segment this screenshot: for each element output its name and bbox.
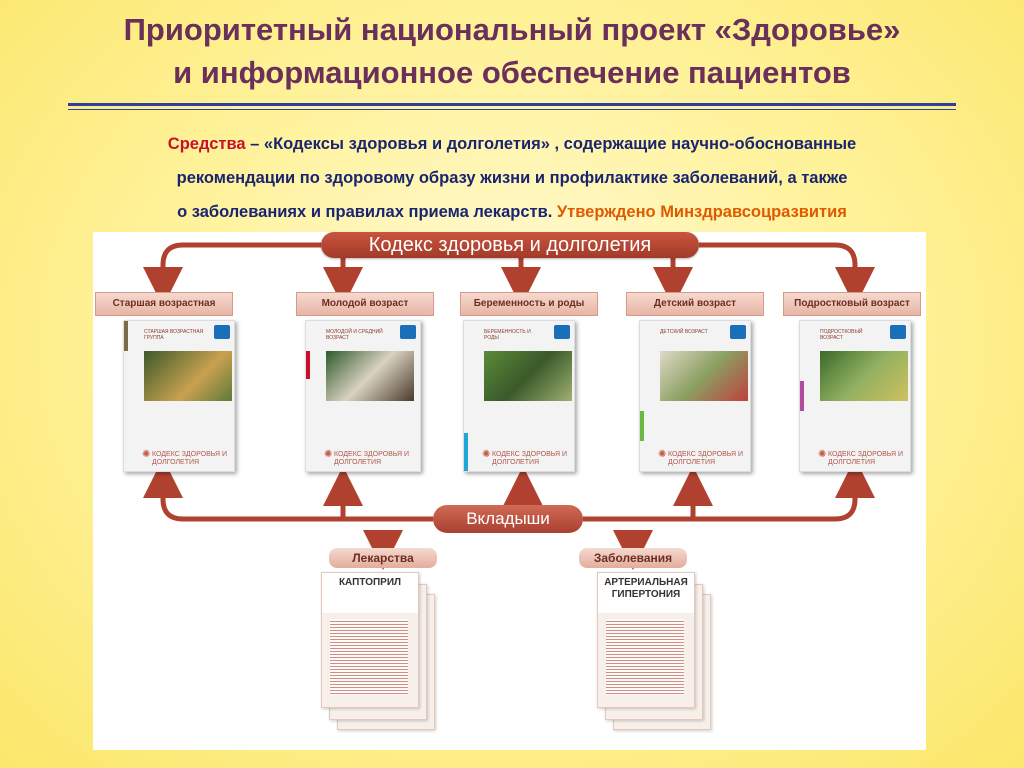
inserts-pill: Вкладыши <box>433 505 583 533</box>
book-logo-text: КОДЕКС ЗДОРОВЬЯ И ДОЛГОЛЕТИЯ <box>334 451 410 466</box>
cover-photo <box>144 351 232 401</box>
tag-medicines: Лекарства <box>329 548 437 568</box>
book-logo-text: КОДЕКС ЗДОРОВЬЯ И ДОЛГОЛЕТИЯ <box>492 451 568 466</box>
cover-accent-bar <box>306 351 310 379</box>
book-cover-pregnancy <box>463 320 575 472</box>
cover-photo <box>326 351 414 401</box>
cover-photo <box>820 351 908 401</box>
slide-title <box>0 8 1024 94</box>
intro-line-2: рекомендации по здоровому образу жизни и профилактике заболеваний, а также <box>176 169 848 187</box>
emblem-icon <box>214 325 230 339</box>
leaflet-text-lines <box>330 619 408 695</box>
cover-label: СТАРШАЯ ВОЗРАСТНАЯ ГРУППА <box>144 329 204 341</box>
emblem-icon <box>400 325 416 339</box>
codex-title-pill: Кодекс здоровья и долголетия <box>321 232 699 258</box>
emblem-icon <box>890 325 906 339</box>
cover-label: БЕРЕМЕННОСТЬ И РОДЫ <box>484 329 531 341</box>
intro-label: Средства <box>167 135 246 153</box>
intro-text-3: о заболеваниях и правилах приема лекарств. <box>177 203 557 221</box>
sun-logo-icon: ✺ <box>482 449 491 460</box>
diagram-panel <box>93 232 926 750</box>
title-line-2: и информационное обеспечение пациентов <box>173 55 851 90</box>
sun-logo-icon: ✺ <box>324 449 333 460</box>
category-young: Молодой возраст <box>296 292 434 316</box>
cover-label: ДЕТСКИЙ ВОЗРАСТ <box>660 329 708 335</box>
sun-logo-icon: ✺ <box>658 449 667 460</box>
leaflet-medicines <box>321 572 419 708</box>
leaflet-text-lines <box>606 619 684 695</box>
category-teen: Подростковый возраст <box>783 292 921 316</box>
cover-accent-bar <box>640 411 644 441</box>
cover-accent-bar <box>800 381 804 411</box>
title-line-1: Приоритетный национальный проект «Здоровье» <box>123 12 901 47</box>
emblem-icon <box>554 325 570 339</box>
emblem-icon <box>730 325 746 339</box>
cover-accent-bar <box>464 433 468 471</box>
category-pregnancy: Беременность и роды <box>460 292 598 316</box>
book-cover-elderly <box>123 320 235 472</box>
category-elderly: Старшая возрастная <box>95 292 233 316</box>
leaflet-diseases <box>597 572 695 708</box>
intro-text-1: – «Кодексы здоровья и долголетия» , содержащие научно-обоснованные <box>245 135 857 153</box>
intro-line-3 <box>20 195 1004 229</box>
cover-photo <box>660 351 748 401</box>
book-logo-text: КОДЕКС ЗДОРОВЬЯ И ДОЛГОЛЕТИЯ <box>668 451 744 466</box>
book-logo-text: КОДЕКС ЗДОРОВЬЯ И ДОЛГОЛЕТИЯ <box>152 451 228 466</box>
book-cover-young <box>305 320 421 472</box>
tag-diseases: Заболевания <box>579 548 687 568</box>
sun-logo-icon: ✺ <box>818 449 827 460</box>
title-underline-thin <box>68 109 956 110</box>
sun-logo-icon: ✺ <box>142 449 151 460</box>
cover-label: ПОДРОСТКОВЫЙ ВОЗРАСТ <box>820 329 863 341</box>
book-logo-text: КОДЕКС ЗДОРОВЬЯ И ДОЛГОЛЕТИЯ <box>828 451 904 466</box>
cover-label: МОЛОДОЙ И СРЕДНИЙ ВОЗРАСТ <box>326 329 383 341</box>
approved-text: Утверждено Минздравсоцразвития <box>556 203 847 221</box>
book-cover-children <box>639 320 751 472</box>
leaflet-heading: КАПТОПРИЛ <box>322 573 418 613</box>
cover-accent-bar <box>124 321 128 351</box>
title-underline <box>68 103 956 106</box>
cover-photo <box>484 351 572 401</box>
book-cover-teen <box>799 320 911 472</box>
intro-line-1 <box>20 127 1004 161</box>
intro-text <box>20 127 1004 229</box>
leaflet-heading: АРТЕРИАЛЬНАЯ ГИПЕРТОНИЯ <box>598 573 694 613</box>
category-children: Детский возраст <box>626 292 764 316</box>
